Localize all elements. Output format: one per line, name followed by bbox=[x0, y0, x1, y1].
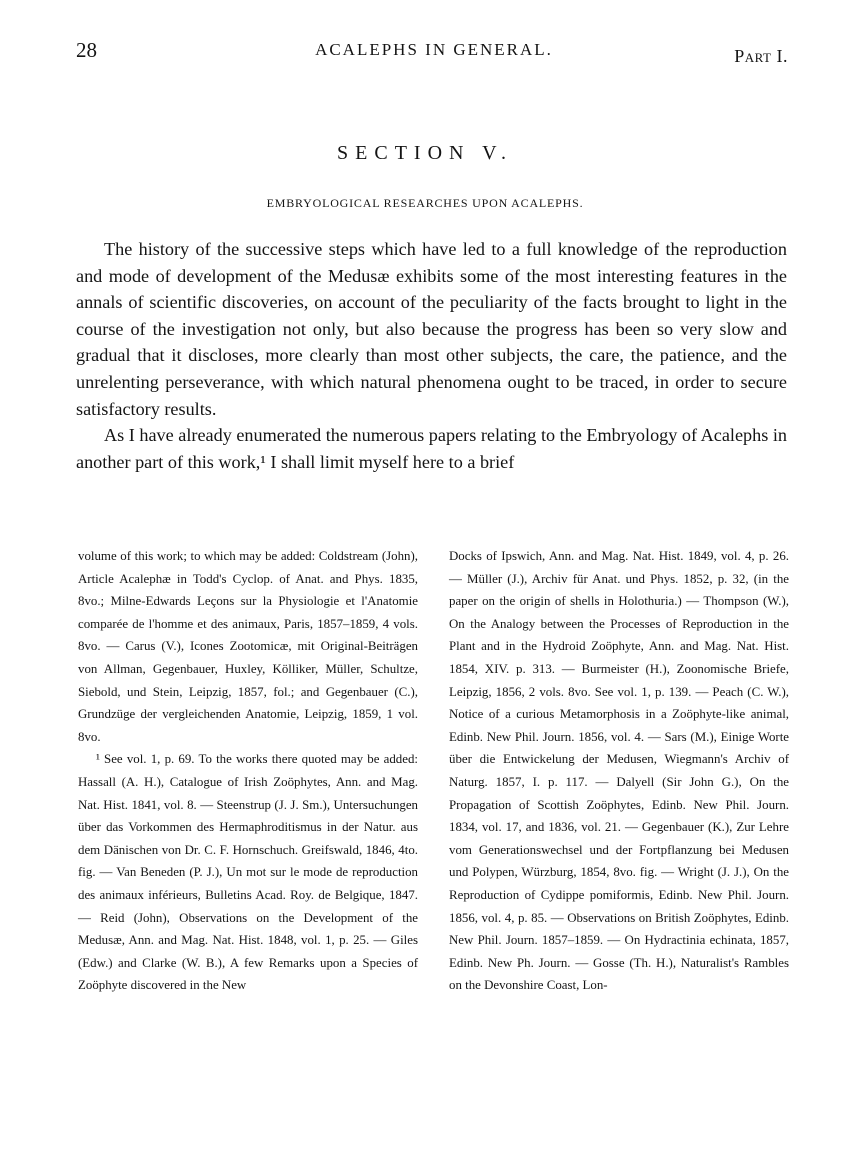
footnote-column-left bbox=[78, 545, 418, 997]
footnote-continuation-right: Docks of Ipswich, Ann. and Mag. Nat. Hist. 1849, vol. 4, p. 26. — Müller (J.), Archiv für Anat. und Phys. 1852, p. 32, (in the paper on the origin of shells in Holothuria.) — Thompson (W.), On the Analogy between the Processes of Reproduction in the Plant and in the Hydroid Zoöphyte, Ann. and Mag. Nat. Hist. 1854, XIV. p. 313. — Burmeister (H.), Zoonomische Briefe, Leipzig, 1856, 2 vols. 8vo. See vol. 1, p. 139. — Peach (C. W.), Notice of a curious Metamorphosis in a Zoöphyte-like animal, Edinb. New Phil. Journ. 1856, vol. 4. — Sars (M.), Einige Worte über die Entwickelung der Medusen, Wiegmann's Archiv of Naturg. 1857, I. p. 117. — Dalyell (Sir John G.), On the Propagation of Scottish Zoöphytes, Edinb. New Phil. Journ. 1834, vol. 17, and 1836, vol. 21. — Gegenbauer (K.), Zur Lehre vom Generationswechsel und der Fortpflanzung bei Medusen und Polypen, Würzburg, 1854, 8vo. fig. — Wright (J. J.), On the Reproduction of Cydippe pomiformis, Edinb. New Phil. Journ. 1856, vol. 4, p. 85. — Observations on British Zoöphytes, Edinb. New Phil. Journ. 1857–1859. — On Hydractinia echinata, 1857, Edinb. New Ph. Journ. — Gosse (Th. H.), Naturalist's Rambles on the Devonshire Coast, Lon- bbox=[449, 549, 789, 993]
body-paragraph: As I have already enumerated the numerous papers relating to the Embryology of Acalephs in another part of this work,¹ I shall limit myself here to a brief bbox=[76, 425, 787, 472]
footnote-1: ¹ See vol. 1, p. 69. To the works there quoted may be added: Hassall (A. H.), Catalogue of Irish Zoöphytes, Ann. and Mag. Nat. Hist. 1841, vol. 8. — Steenstrup (J. J. Sm.), Untersuchungen über das Vorkommen des Hermaphroditismus in der Natur. aus dem Dänischen von Dr. C. F. Hornschuch. Greifswald, 1846, 4to. fig. — Van Beneden (P. J.), Un mot sur le mode de reproduction des animaux inférieurs, Bulletins Acad. Roy. de Belgique, 1847. — Reid (John), Observations on the Development of the Medusæ, Ann. and Mag. Nat. Hist. 1848, vol. 1, p. 25. — Giles (Edw.) and Clarke (W. B.), A few Remarks upon a Species of Zoöphyte discovered in the New bbox=[78, 752, 418, 993]
footnote-column-right bbox=[449, 545, 789, 997]
section-title: SECTION V. bbox=[337, 142, 513, 164]
footnote-continuation: volume of this work; to which may be added: Coldstream (John), Article Acalephæ in Todd's Cyclop. of Anat. and Phys. 1835, 8vo.; Milne-Edwards Leçons sur la Physiologie et l'Anatomie comparée de l'homme et des animaux, Paris, 1857–1859, 4 vols. 8vo. — Carus (V.), Icones Zootomicæ, mit Original-Beiträgen von Allman, Gegenbauer, Huxley, Kölliker, Müller, Schultze, Siebold, und Stein, Leipzig, 1857, fol.; and Gegenbauer (C.), Grundzüge der vergleichenden Anatomie, Leipzig, 1859, 1 vol. 8vo. bbox=[78, 549, 418, 744]
part-label: Part I. bbox=[734, 46, 788, 66]
main-body-text bbox=[76, 236, 787, 475]
running-header bbox=[76, 38, 792, 68]
section-subtitle: EMBRYOLOGICAL RESEARCHES UPON ACALEPHS. bbox=[266, 196, 584, 210]
running-title: ACALEPHS IN GENERAL. bbox=[315, 40, 553, 59]
body-paragraph: The history of the successive steps which have led to a full knowledge of the reproduction and mode of development of the Medusæ exhibits some of the most interesting features in the annals of scientific discoveries, on account of the peculiarity of the facts brought to light in the course of the investigation not only, but also because the progress has been so very slow and gradual that it discloses, more clearly than most other subjects, the care, the patience, and the unrelenting perseverance, with which natural phenomena ought to be traced, in order to secure satisfactory results. bbox=[76, 239, 787, 419]
page-number: 28 bbox=[76, 38, 97, 62]
